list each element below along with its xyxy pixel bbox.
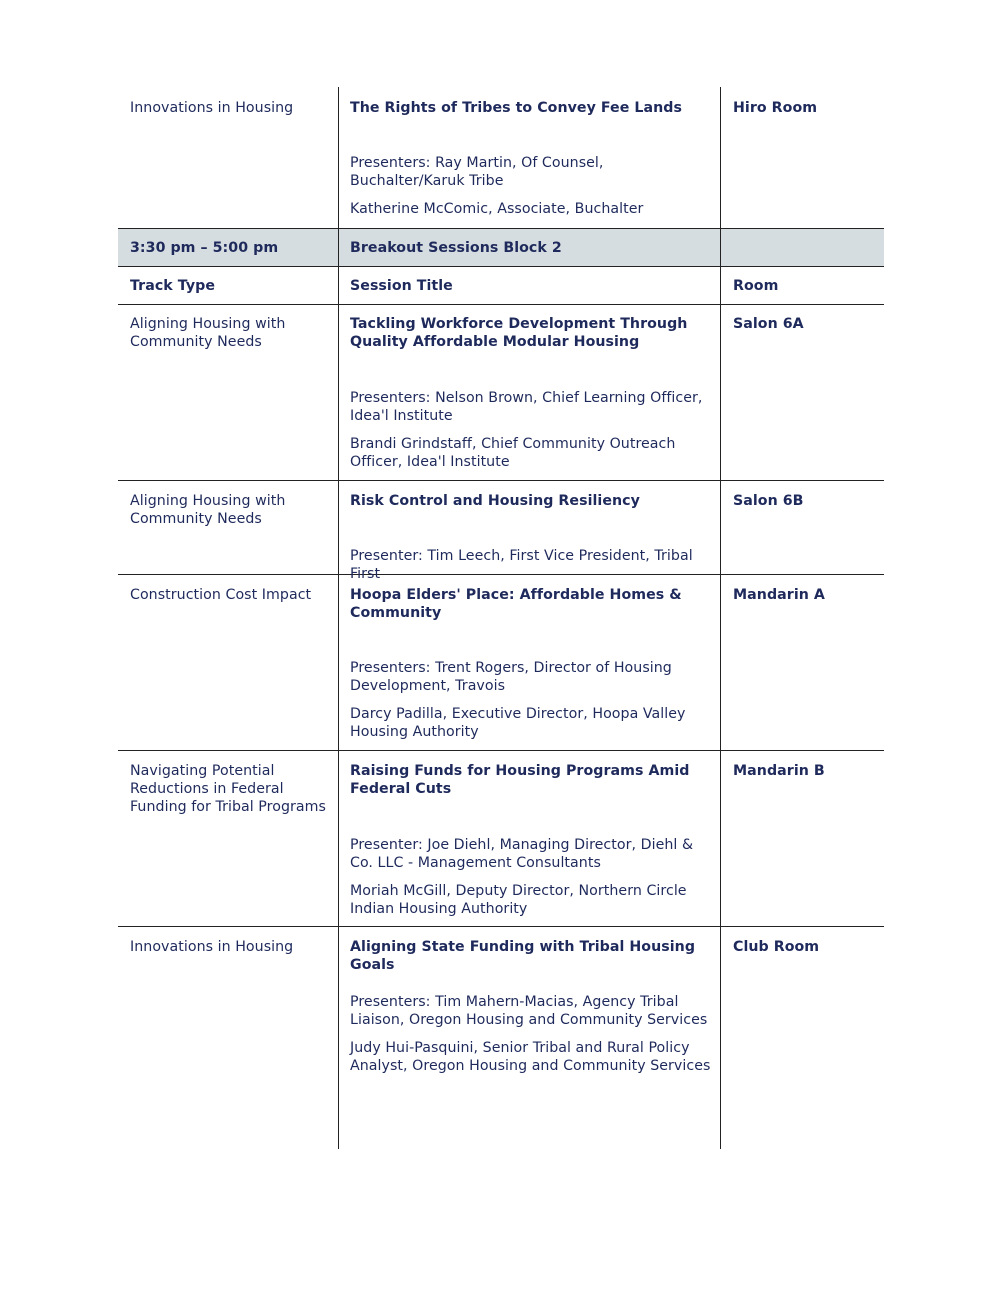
header-session-title: Session Title [350,278,453,294]
row-divider [118,304,884,305]
room-cell: Hiro Room [733,100,818,116]
presenter-line: Presenters: Nelson Brown, Chief Learning Officer, Idea'l Institute [350,390,703,424]
presenters-cell [350,836,715,928]
presenters-cell [350,389,715,481]
column-divider-2 [720,87,721,1149]
session-title-cell: Tackling Workforce Development Through Quality Affordable Modular Housing [350,316,688,350]
session-title-cell: Raising Funds for Housing Programs Amid Federal Cuts [350,763,690,797]
header-room: Room [733,278,779,294]
presenter-line: Judy Hui-Pasquini, Senior Tribal and Rural Policy Analyst, Oregon Housing and Community Services [350,1040,711,1074]
presenter-line: Presenter: Tim Leech, First Vice President, Tribal First [350,548,693,582]
session-title-cell: Risk Control and Housing Resiliency [350,493,640,509]
track-type-cell: Aligning Housing with Community Needs [130,316,286,350]
presenter-line: Darcy Padilla, Executive Director, Hoopa Valley Housing Authority [350,706,686,740]
presenters-cell [350,993,715,1085]
presenter-line: Presenters: Ray Martin, Of Counsel, Buchalter/Karuk Tribe [350,155,604,189]
track-type-cell: Construction Cost Impact [130,587,312,603]
room-cell: Mandarin A [733,587,825,603]
room-cell: Salon 6A [733,316,804,332]
room-cell: Salon 6B [733,493,804,509]
presenter-line: Presenters: Trent Rogers, Director of Housing Development, Travois [350,660,672,694]
row-divider [118,228,884,229]
block-title: Breakout Sessions Block 2 [350,240,562,256]
row-divider [118,266,884,267]
room-cell: Club Room [733,939,820,955]
session-title-cell: Hoopa Elders' Place: Affordable Homes & Community [350,587,682,621]
session-title-cell: Aligning State Funding with Tribal Housing Goals [350,939,696,973]
block-time: 3:30 pm – 5:00 pm [130,240,279,256]
room-cell: Mandarin B [733,763,825,779]
header-track-type: Track Type [130,278,215,294]
session-title-cell: The Rights of Tribes to Convey Fee Lands [350,100,682,116]
presenters-cell [350,154,715,228]
track-type-cell: Navigating Potential Reductions in Federal Funding for Tribal Programs [130,763,326,815]
presenter-line: Brandi Grindstaff, Chief Community Outreach Officer, Idea'l Institute [350,436,676,470]
column-divider-1 [338,87,339,1149]
presenter-line: Presenters: Tim Mahern-Macias, Agency Tribal Liaison, Oregon Housing and Community Services [350,994,708,1028]
track-type-cell: Aligning Housing with Community Needs [130,493,286,527]
presenter-line: Katherine McComic, Associate, Buchalter [350,201,644,217]
presenter-line: Moriah McGill, Deputy Director, Northern Circle Indian Housing Authority [350,883,687,917]
presenters-cell [350,659,715,751]
track-type-cell: Innovations in Housing [130,939,294,955]
presenter-line: Presenter: Joe Diehl, Managing Director, Diehl & Co. LLC - Management Consultants [350,837,694,871]
track-type-cell: Innovations in Housing [130,100,294,116]
